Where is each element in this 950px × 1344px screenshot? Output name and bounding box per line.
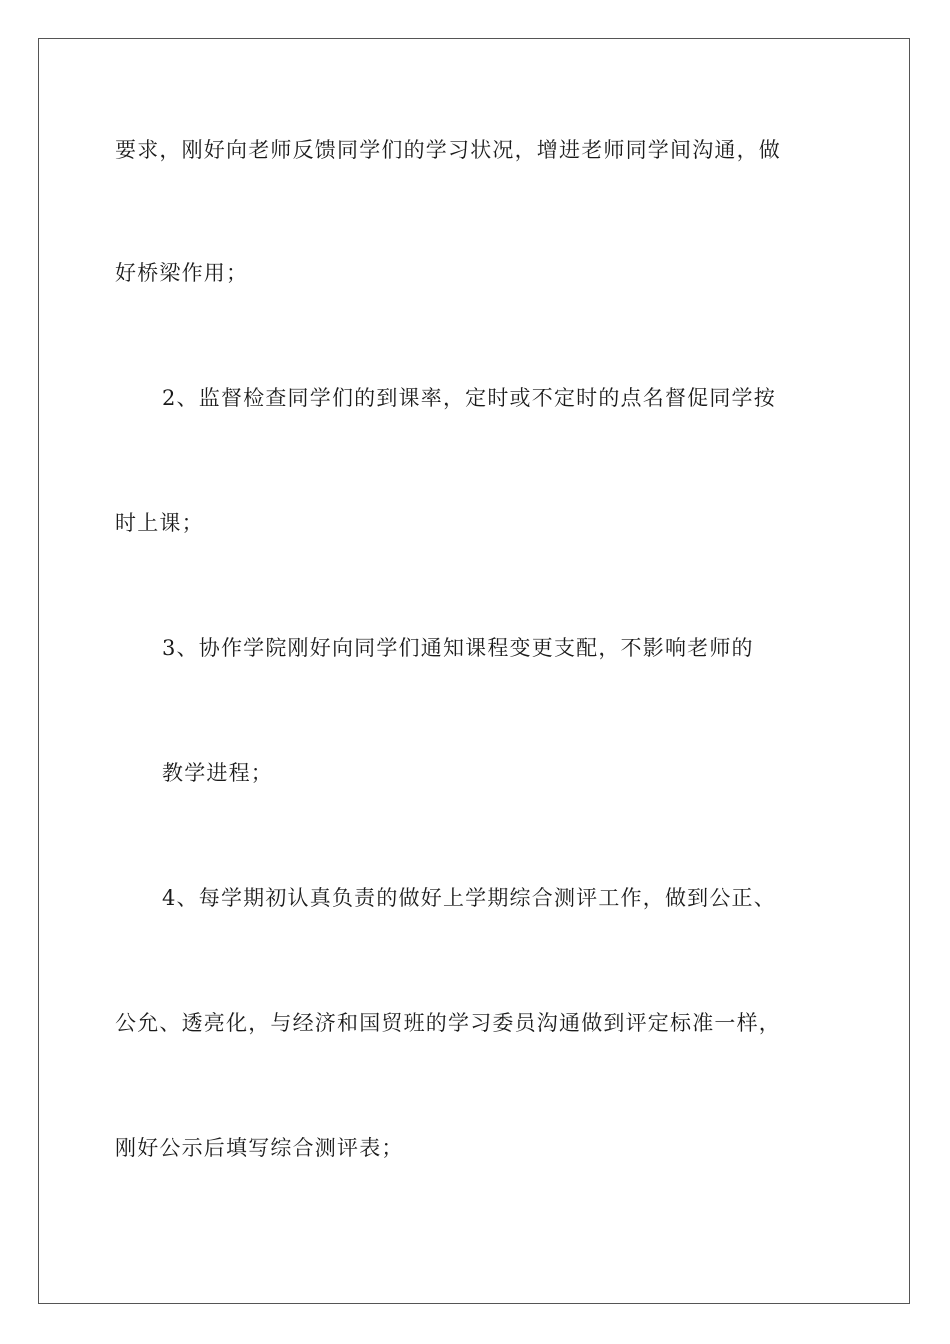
list-item-4-line-3: 刚好公示后填写综合测评表； [115, 1136, 404, 1160]
paragraph-line-2: 好桥梁作用； [115, 261, 249, 285]
list-item-3-line-1: 3、协作学院刚好向同学们通知课程变更支配，不影响老师的 [162, 636, 754, 660]
list-item-4-line-2: 公允、透亮化，与经济和国贸班的学习委员沟通做到评定标准一样， [115, 1011, 781, 1035]
list-item-2-line-2: 时上课； [115, 511, 204, 535]
list-item-4-line-1: 4、每学期初认真负责的做好上学期综合测评工作，做到公正、 [162, 886, 776, 910]
page-frame [38, 38, 910, 1304]
paragraph-line-1: 要求，刚好向老师反馈同学们的学习状况，增进老师同学间沟通，做 [115, 138, 781, 162]
list-item-3-line-2: 教学进程； [162, 761, 273, 785]
list-item-2-line-1: 2、监督检查同学们的到课率，定时或不定时的点名督促同学按 [162, 386, 776, 410]
